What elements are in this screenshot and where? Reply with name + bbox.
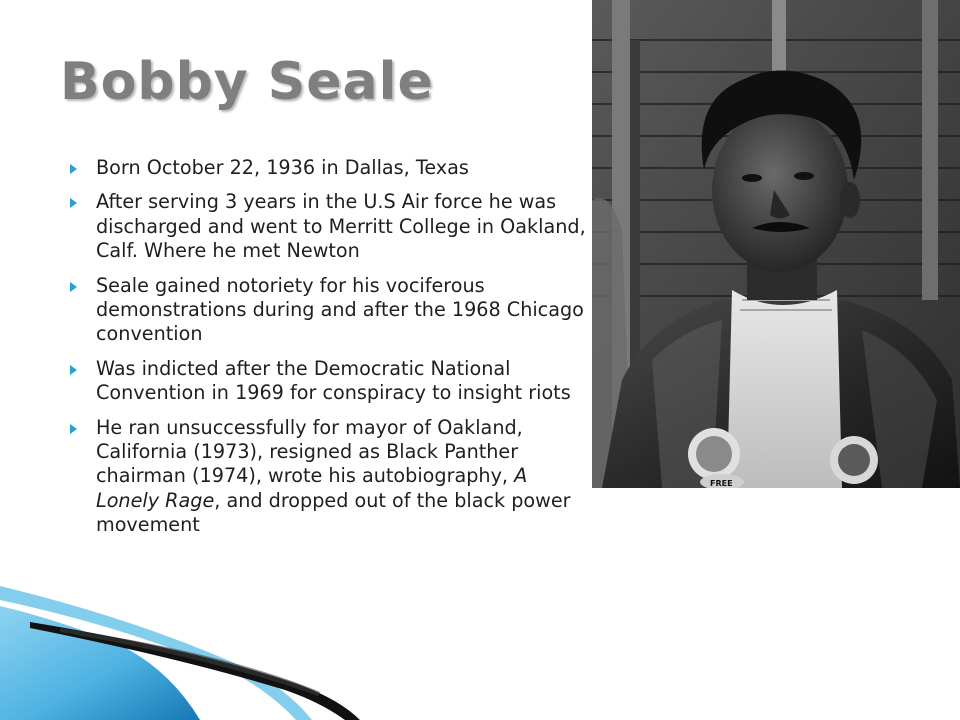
bullet-text: Born October 22, 1936 in Dallas, Texas (96, 156, 469, 179)
bullet-text: Was indicted after the Democratic National Convention in 1969 for conspiracy to insight riots (96, 356, 571, 405)
bullet-arrow-icon (70, 198, 77, 208)
bullet-arrow-icon (70, 164, 77, 174)
slide-title: Bobby Seale (60, 52, 434, 112)
corner-decoration (0, 560, 460, 720)
bullet-item (70, 156, 586, 180)
bullet-item (70, 416, 586, 538)
bullet-text: Seale gained notoriety for his vociferous demonstrations during and after the 1968 Chicago convention (96, 273, 584, 346)
bullet-item (70, 357, 586, 406)
bullet-text: After serving 3 years in the U.S Air force he was discharged and went to Merritt College in Oakland, Calf. Where he met Newton (96, 190, 586, 263)
bullet-item (70, 274, 586, 347)
bullet-list (70, 156, 586, 548)
badge-text: FREE (710, 479, 733, 488)
bullet-arrow-icon (70, 365, 77, 375)
portrait-photo (592, 0, 960, 488)
bullet-arrow-icon (70, 424, 77, 434)
bullet-item (70, 190, 586, 263)
bullet-arrow-icon (70, 282, 77, 292)
bullet-text-part: He ran unsuccessfully for mayor of Oakland, California (1973), resigned as Black Panther chairman (1974), wrote his autobiography, (96, 415, 523, 488)
bullet-text (96, 416, 571, 537)
bullet-text-part: , and dropped out of the black power movement (96, 488, 571, 537)
book-title: A Lonely Rage (96, 464, 528, 512)
